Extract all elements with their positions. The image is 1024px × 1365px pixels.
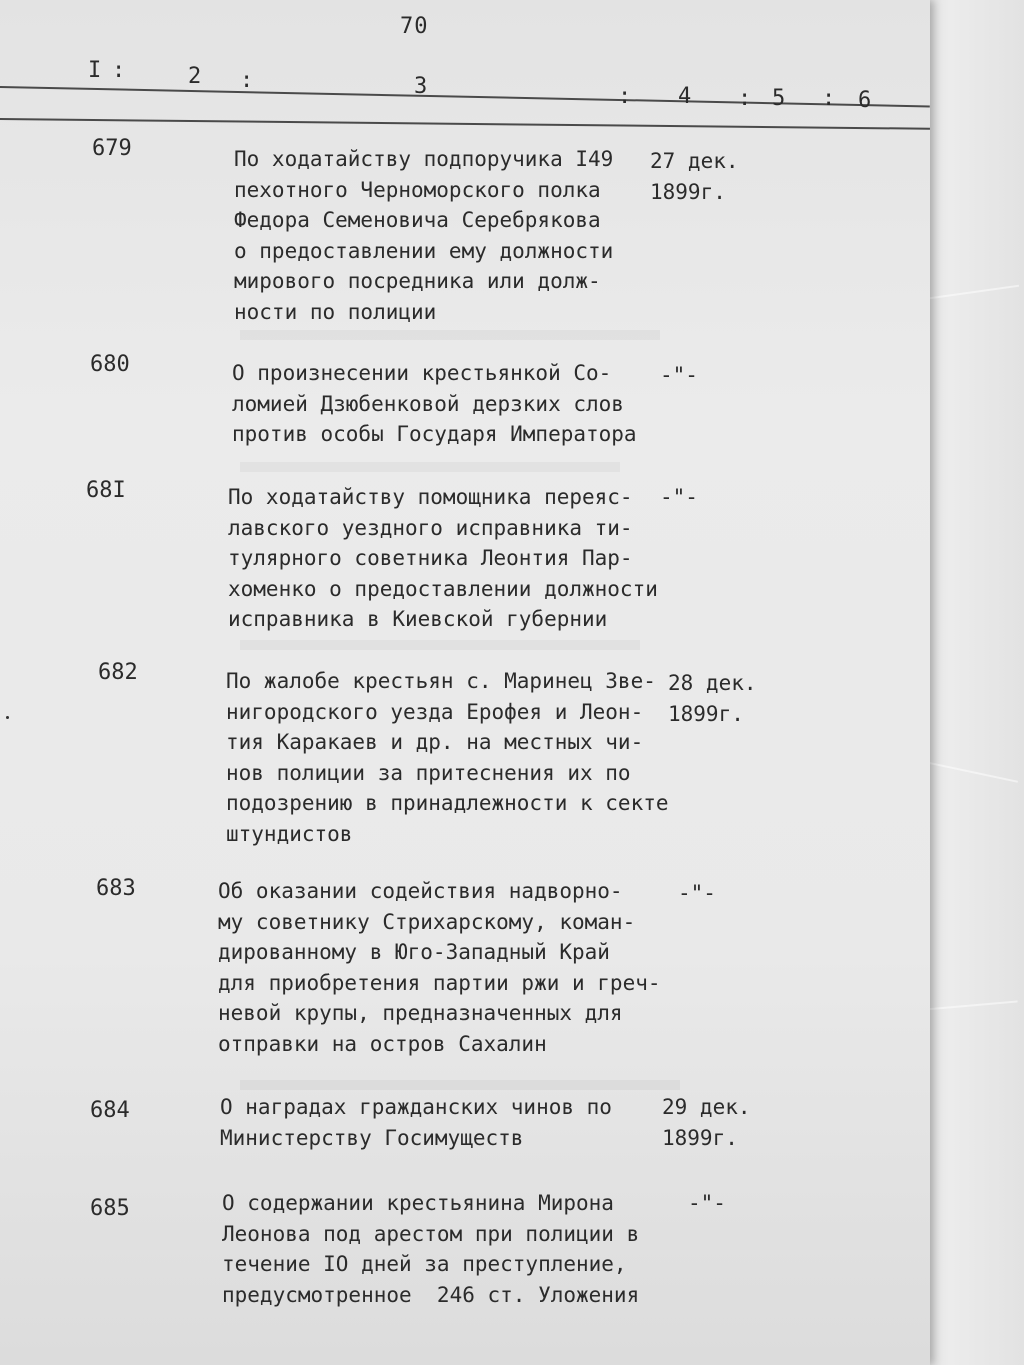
entry-date: 27 дек. 1899г. (650, 149, 739, 204)
bleed-through (240, 462, 620, 472)
paper-crease (920, 760, 1018, 783)
entry-number: 679 (92, 136, 132, 161)
entry-number: 684 (90, 1098, 130, 1123)
entry-date: -"- (660, 485, 698, 509)
column-separator: : (618, 84, 632, 109)
page-number: 70 (400, 14, 429, 39)
entry-number: 68I (86, 478, 126, 503)
entry-text: О наградах гражданских чинов по Министерству Госимуществ (220, 1095, 612, 1150)
column-number-2: 2 (188, 64, 202, 89)
column-number-5: 5 (772, 86, 786, 111)
ink-speck (6, 716, 9, 719)
header-rule-bottom (0, 118, 930, 130)
entry-date: 29 дек. 1899г. (662, 1095, 751, 1150)
bleed-through (240, 640, 640, 650)
entry-text: По ходатайству подпоручика I49 пехотного Черноморского полка Федора Семеновича Серебрякова о предоставлении ему должности мирового посредника или долж- ности по полиции (234, 147, 614, 324)
column-separator: : (738, 86, 752, 111)
header-rule-top (0, 86, 930, 107)
entry-date: -"- (688, 1191, 726, 1215)
column-number-3: 3 (414, 74, 428, 99)
column-separator: : (822, 86, 836, 111)
column-number-4: 4 (678, 84, 692, 109)
entry-text: По ходатайству помощника переяс- лавского уездного исправника ти- тулярного советника Леонтия Пар- хоменко о предоставлении должности исправника в Киевской губернии (228, 485, 658, 631)
entry-number: 680 (90, 352, 130, 377)
entry-text: По жалобе крестьян с. Маринец Зве- нигородского уезда Ерофея и Леон- тия Каракаев и др. на местных чи- нов полиции за притеснения их по подозрению в принадлежности к секте штундистов (226, 669, 669, 846)
entry-date: 28 дек. 1899г. (668, 671, 757, 726)
entry-number: 682 (98, 660, 138, 685)
bleed-through (240, 1080, 680, 1090)
column-number-6: 6 (858, 88, 872, 113)
entry-text: Об оказании содействия надворно- му советнику Стрихарскому, коман- дированному в Юго-Западный Край для приобретения партии ржи и греч- невой крупы, предназначенных для отправки на остров Сахалин (218, 879, 661, 1056)
column-number-1: I (88, 58, 102, 83)
bleed-through (240, 330, 660, 340)
entry-number: 685 (90, 1196, 130, 1221)
entry-date: -"- (678, 881, 716, 905)
entry-text: О произнесении крестьянкой Со- ломией Дзюбенковой дерзких слов против особы Государя Императора (232, 361, 637, 446)
entry-text: О содержании крестьянина Мирона Леонова под арестом при полиции в течение IO дней за преступление, предусмотренное 246 ст. Уложения (222, 1191, 640, 1307)
column-separator: : (240, 68, 254, 93)
column-separator: : (112, 58, 126, 83)
entry-date: -"- (660, 363, 698, 387)
entry-number: 683 (96, 876, 136, 901)
column-header (0, 58, 930, 128)
